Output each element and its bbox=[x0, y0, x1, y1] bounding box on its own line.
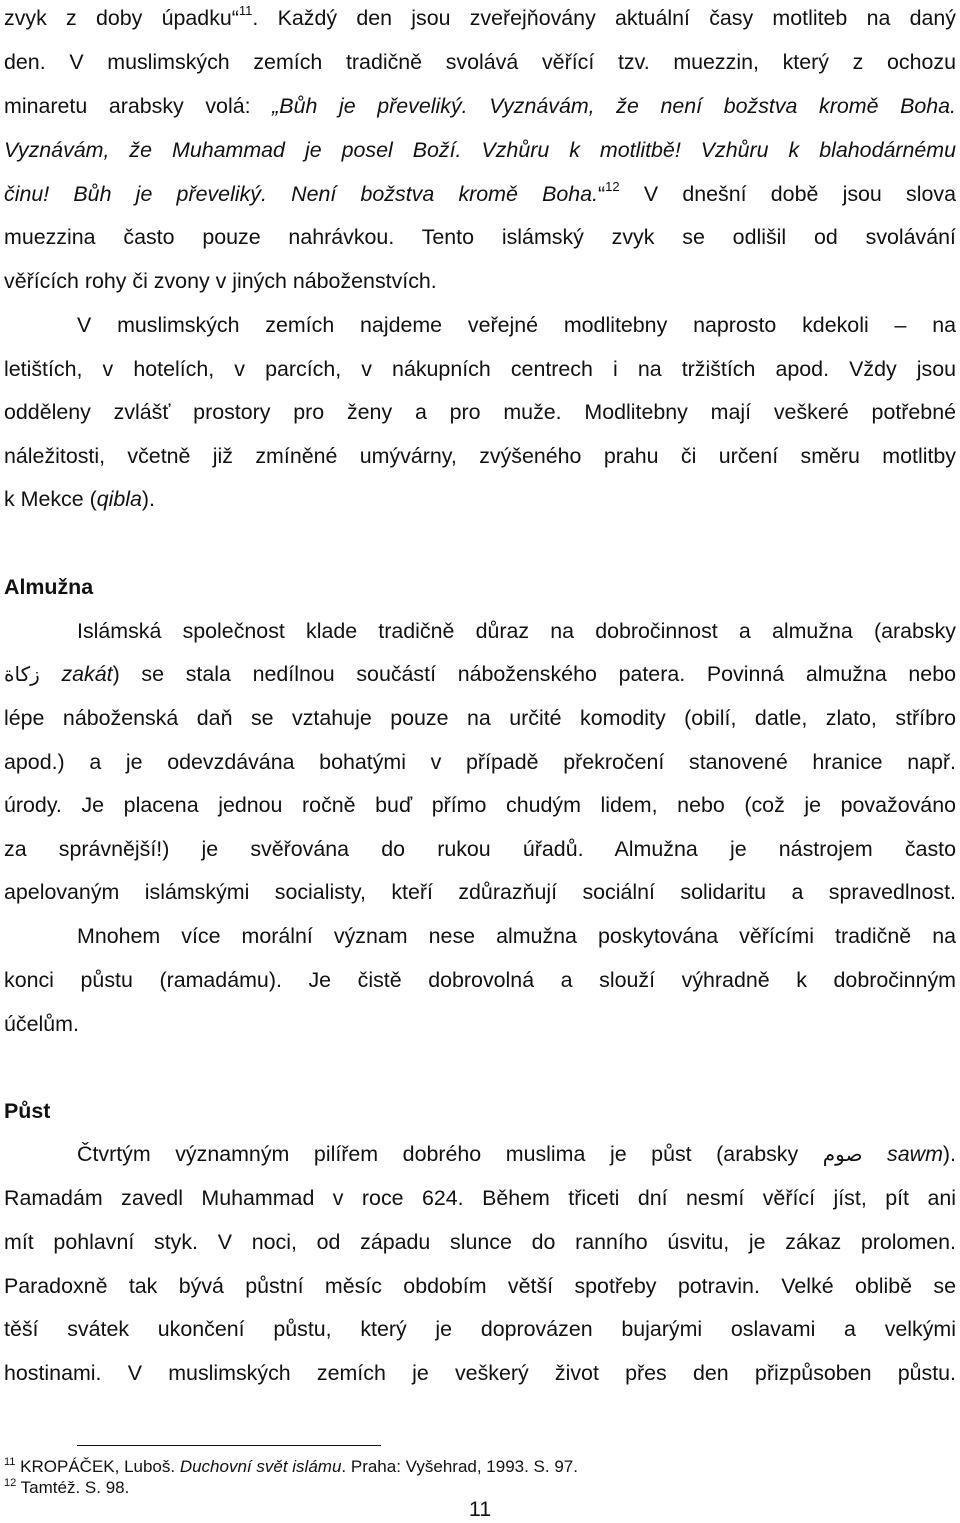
text-line bbox=[4, 3, 956, 33]
section-heading-almuzna: Almužna bbox=[4, 575, 94, 599]
text-line: Mnohem více morální význam nese almužna poskytována věřícími tradičně na bbox=[77, 924, 956, 948]
text-line: muezzina často pouze nahrávkou. Tento islámský zvyk se odlišil od svolávání bbox=[4, 225, 956, 249]
text-line: Ramadám zavedl Muhammad v roce 624. Během třiceti dní nesmí věřící jíst, pít ani bbox=[4, 1186, 956, 1210]
text-span: ). bbox=[141, 487, 155, 511]
term-sawm: sawm bbox=[862, 1142, 943, 1166]
text-line bbox=[4, 91, 956, 121]
text-line bbox=[77, 1139, 956, 1169]
footnote-number: 12 bbox=[4, 1477, 17, 1489]
text-line: lépe náboženská daň se vztahuje pouze na určité komodity (obilí, datle, zlato, stříbro bbox=[4, 706, 956, 730]
term-qibla: qibla bbox=[96, 487, 142, 511]
text-line: úrody. Je placena jednou ročně buď přímo chudým lidem, nebo (což je považováno bbox=[4, 793, 956, 817]
footnote-text: Tamtéž. S. 98. bbox=[16, 1478, 130, 1497]
text-line: den. V muslimských zemích tradičně svolává věřící tzv. muezzin, který z ochozu bbox=[4, 50, 956, 74]
text-line bbox=[4, 659, 956, 689]
footnote-number: 11 bbox=[4, 1456, 16, 1468]
text-line: apod.) a je odevzdávána bohatými v případě překročení stanovené hranice např. bbox=[4, 750, 956, 774]
text-line: apelovaným islámskými socialisty, kteří zdůrazňují sociální solidaritu a spravedlnost. bbox=[4, 880, 956, 904]
footnote-text: KROPÁČEK, Luboš. bbox=[15, 1457, 180, 1476]
text-line: konci půstu (ramadámu). Je čistě dobrovolná a slouží výhradně k dobročinným bbox=[4, 968, 956, 992]
text-line: mít pohlavní styk. V noci, od západu slunce do ranního úsvitu, je zákaz prolomen. bbox=[4, 1230, 956, 1254]
text-line: náležitosti, včetně již zmíněné umývárny, zvýšeného prahu či určení směru motlitby bbox=[4, 444, 956, 468]
arabic-term: صوم bbox=[822, 1142, 863, 1166]
text-span: Čtvrtým významným pilířem dobrého muslima je půst (arabsky bbox=[77, 1142, 823, 1166]
text-line: účelům. bbox=[4, 1012, 79, 1036]
text-line bbox=[4, 484, 956, 514]
footnote-ref-12: 12 bbox=[605, 179, 620, 194]
footnote-text: . Praha: Vyšehrad, 1993. S. 97. bbox=[341, 1457, 578, 1476]
text-span: V dnešní době jsou slova bbox=[619, 182, 956, 206]
term-zakat: zakát bbox=[39, 662, 113, 686]
text-span: ). bbox=[942, 1142, 956, 1166]
text-line: V muslimských zemích najdeme veřejné modlitebny naprosto kdekoli – na bbox=[77, 313, 956, 337]
text-span: “ bbox=[598, 182, 606, 206]
page-number: 11 bbox=[468, 1497, 492, 1521]
quote-text: činu! Bůh je převeliký. Není božstva kromě Boha. bbox=[4, 182, 599, 206]
text-span: minaretu arabsky volá: bbox=[4, 94, 273, 118]
quote-text: „Bůh je převeliký. Vyznávám, že není božstva kromě Boha. bbox=[272, 94, 956, 118]
text-span: k Mekce ( bbox=[4, 487, 97, 511]
quote-line: Vyznávám, že Muhammad je posel Boží. Vzhůru k motlitbě! Vzhůru k blahodárnému bbox=[4, 138, 956, 162]
text-line: Islámská společnost klade tradičně důraz na dobročinnost a almužna (arabsky bbox=[77, 619, 956, 643]
text-span: . Každý den jsou zveřejňovány aktuální časy motliteb na daný bbox=[252, 6, 957, 30]
text-line: letištích, v hotelích, v parcích, v nákupních centrech i na tržištích apod. Vždy jsou bbox=[4, 357, 956, 381]
text-line: hostinami. V muslimských zemích je veškerý život přes den přizpůsoben půstu. bbox=[4, 1361, 956, 1385]
section-heading-pust: Půst bbox=[4, 1099, 51, 1123]
text-line: za správnější!) je svěřována do rukou úřadů. Almužna je nástrojem často bbox=[4, 837, 956, 861]
arabic-term: زكاة bbox=[4, 662, 40, 686]
text-span: zvyk z doby úpadku“ bbox=[4, 6, 239, 30]
footnote-11 bbox=[4, 1456, 578, 1478]
text-line: věřících rohy či zvony v jiných náboženstvích. bbox=[4, 269, 437, 293]
text-span: ) se stala nedílnou součástí náboženského patera. Povinná almužna nebo bbox=[112, 662, 956, 686]
text-line: Paradoxně tak bývá půstní měsíc obdobím větší spotřeby potravin. Velké oblibě se bbox=[4, 1274, 956, 1298]
text-line: těší svátek ukončení půstu, který je doprovázen bujarými oslavami a velkými bbox=[4, 1317, 956, 1341]
footnote-separator bbox=[77, 1445, 381, 1446]
footnote-ref-11: 11 bbox=[238, 3, 253, 18]
footnote-title: Duchovní svět islámu bbox=[179, 1457, 342, 1476]
text-line bbox=[4, 179, 956, 209]
text-line: odděleny zvlášť prostory pro ženy a pro muže. Modlitebny mají veškeré potřebné bbox=[4, 400, 956, 424]
